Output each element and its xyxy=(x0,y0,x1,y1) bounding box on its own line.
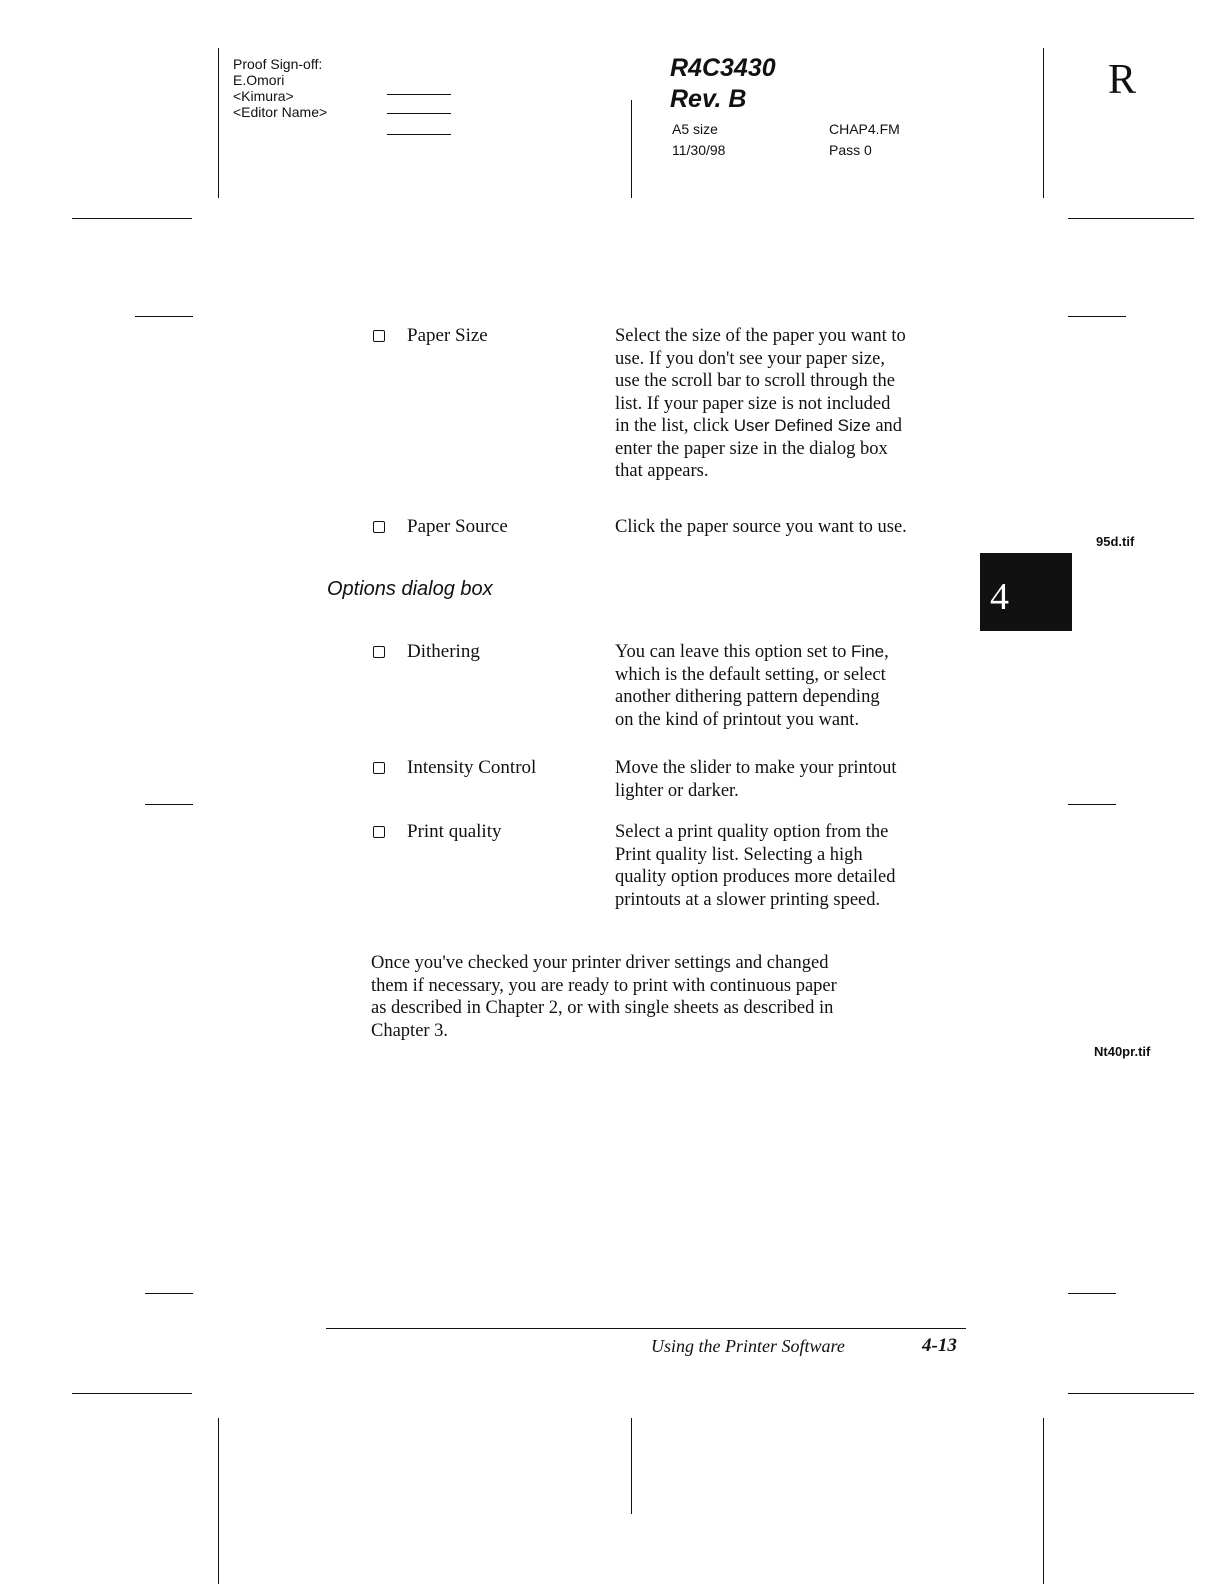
closing-paragraph: Once you've checked your printer driver settings and changed them if necessary, you are ready to print with continuous paper as described in Chapter 2, or with single sheets as described in Chapter 3. xyxy=(371,953,837,1041)
crop-mark-left-middle xyxy=(145,804,193,805)
document-code: R4C3430 xyxy=(670,54,776,82)
crop-mark-left-bottom xyxy=(72,1393,192,1394)
crop-mark-right-upper xyxy=(1068,316,1126,317)
crop-mark-left-lower xyxy=(145,1293,193,1294)
section-heading: Options dialog box xyxy=(327,578,493,600)
crop-mark-right-middle xyxy=(1068,804,1116,805)
checkbox-bullet-icon xyxy=(373,762,385,774)
checkbox-bullet-icon xyxy=(373,330,385,342)
item-label-dithering: Dithering xyxy=(407,641,480,662)
footer-page-number: 4-13 xyxy=(922,1335,957,1356)
ui-term-user-defined-size: User Defined Size xyxy=(733,416,871,435)
checkbox-bullet-icon xyxy=(373,521,385,533)
item-desc-paper-size: Select the size of the paper you want to use. If you don't see your paper size, use the scroll bar to scroll through the list. If your paper size is not included in the list, click User Defined Size and enter the paper size in the dialog box that appears. xyxy=(615,326,906,481)
crop-mark-right-bottom xyxy=(1068,1393,1194,1394)
item-label-intensity-control: Intensity Control xyxy=(407,757,537,778)
chapter-tab xyxy=(980,553,1072,631)
side-note-95d: 95d.tif xyxy=(1096,534,1135,549)
signoff-line-3 xyxy=(387,134,451,135)
meta-size: A5 size xyxy=(672,121,718,137)
meta-pass: Pass 0 xyxy=(829,142,872,158)
item-label-paper-size: Paper Size xyxy=(407,325,488,346)
document-revision: Rev. B xyxy=(670,85,747,113)
side-note-nt40pr: Nt40pr.tif xyxy=(1094,1044,1151,1059)
checkbox-bullet-icon xyxy=(373,646,385,658)
bottom-center-vertical-rule xyxy=(631,1418,632,1514)
proof-signoff-block xyxy=(233,56,327,120)
item-desc-paper-source: Click the paper source you want to use. xyxy=(615,517,907,537)
signoff-name-1: E.Omori xyxy=(233,72,285,88)
bottom-right-vertical-rule xyxy=(1043,1418,1044,1584)
corner-letter: R xyxy=(1108,57,1137,103)
meta-date: 11/30/98 xyxy=(672,142,726,158)
signoff-name-3: <Editor Name> xyxy=(233,104,328,120)
header-right-vertical-rule xyxy=(1043,48,1044,198)
meta-file: CHAP4.FM xyxy=(829,121,900,137)
footer-title: Using the Printer Software xyxy=(651,1336,845,1356)
crop-mark-right-top xyxy=(1068,218,1194,219)
item-desc-intensity-control: Move the slider to make your printout lighter or darker. xyxy=(615,758,897,801)
item-desc-dithering: You can leave this option set to Fine, which is the default setting, or select another dithering pattern depending on the kind of printout you want. xyxy=(615,642,889,730)
item-label-paper-source: Paper Source xyxy=(407,516,508,537)
signoff-line-2 xyxy=(387,113,451,114)
bottom-left-vertical-rule xyxy=(218,1418,219,1584)
crop-mark-left-upper xyxy=(135,316,193,317)
signoff-name-2: <Kimura> xyxy=(233,88,294,104)
item-desc-print-quality: Select a print quality option from the Print quality list. Selecting a high quality option produces more detailed printouts at a slower printing speed. xyxy=(615,822,896,910)
item-label-print-quality: Print quality xyxy=(407,821,502,842)
proof-signoff-label: Proof Sign-off: xyxy=(233,56,323,72)
header-center-vertical-rule xyxy=(631,100,632,198)
header-left-vertical-rule xyxy=(218,48,219,198)
signoff-line-1 xyxy=(387,94,451,95)
crop-mark-left-top xyxy=(72,218,192,219)
chapter-tab-number: 4 xyxy=(990,576,1009,618)
checkbox-bullet-icon xyxy=(373,826,385,838)
crop-mark-right-lower xyxy=(1068,1293,1116,1294)
footer-rule xyxy=(326,1328,966,1329)
ui-term-fine: Fine xyxy=(851,642,885,661)
